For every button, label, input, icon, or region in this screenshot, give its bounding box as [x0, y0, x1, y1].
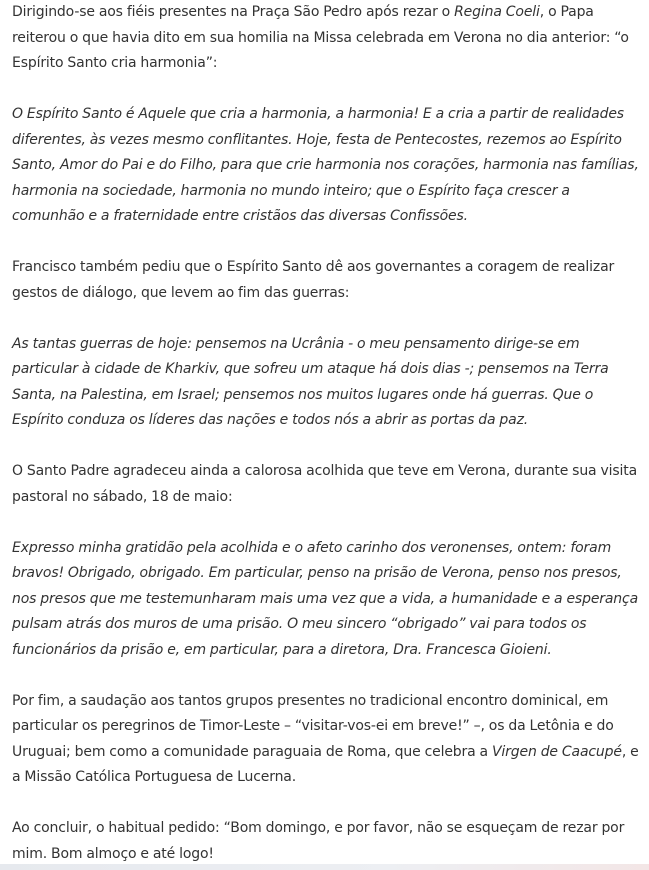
paragraph-gap	[12, 791, 644, 817]
paragraph-gap	[12, 230, 644, 256]
paragraph-gap	[12, 306, 644, 332]
article-body	[12, 0, 644, 867]
paragraph-gap	[12, 663, 644, 689]
quote-gratitude: Expresso minha gratidão pela acolhida e o afeto carinho dos veronenses, ontem: foram bravos! Obrigado, obrigado. Em particular, penso na prisão de Verona, penso nos presos, nos presos que me testemunharam mais uma vez que a vida, a humanidade e a esperança pulsam atrás dos muros de uma prisão. O meu sincero “obrigado” vai para todos os funcionários da prisão e, em particular, para a diretora, Dra. Francesca Gioieni.	[12, 539, 639, 658]
paragraph-dialogue: Francisco também pediu que o Espírito Santo dê aos governantes a coragem de realizar gestos de diálogo, que levem ao fim das guerras:	[12, 259, 615, 301]
paragraph-gap	[12, 434, 644, 460]
page-bottom-edge	[0, 864, 649, 870]
paragraph-intro: Dirigindo-se aos fiéis presentes na Praça São Pedro após rezar o Regina Coeli, o Papa reiterou o que havia dito em sua homilia na Missa celebrada em Verona no dia anterior: “o Espírito Santo cria harmonia”:	[12, 4, 629, 71]
caacupe-emphasis: Virgen de Caacupé	[492, 743, 622, 760]
quote-wars: As tantas guerras de hoje: pensemos na Ucrânia - o meu pensamento dirige-se em particular à cidade de Kharkiv, que sofreu um ataque há dois dias -; pensemos na Terra Santa, na Palestina, em Israel; pensemos nos muitos lugares onde há guerras. Que o Espírito conduza os líderes das nações e todos nós a abrir as portas da paz.	[12, 335, 609, 428]
paragraph-verona: O Santo Padre agradeceu ainda a calorosa acolhida que teve em Verona, durante sua visita pastoral no sábado, 18 de maio:	[12, 463, 637, 505]
paragraph-closing: Ao concluir, o habitual pedido: “Bom domingo, e por favor, não se esqueçam de rezar por mim. Bom almoço e até logo!	[12, 820, 625, 862]
paragraph-gap	[12, 77, 644, 103]
paragraph-gap	[12, 510, 644, 536]
quote-harmony: O Espírito Santo é Aquele que cria a harmonia, a harmonia! E a cria a partir de realidades diferentes, às vezes mesmo conflitantes. Hoje, festa de Pentecostes, rezemos ao Espírito Santo, Amor do Pai e do Filho, para que crie harmonia nos corações, harmonia nas famílias, harmonia na sociedade, harmonia no mundo inteiro; que o Espírito faça crescer a comunhão e a fraternidade entre cristãos das diversas Confissões.	[12, 106, 639, 224]
paragraph-greetings: Por fim, a saudação aos tantos grupos presentes no tradicional encontro dominical, em particular os peregrinos de Timor-Leste – “visitar-vos-ei em breve!” –, os da Letônia e do Uruguai; bem como a comunidade paraguaia de Roma, que celebra a Virgen de Caacupé, e a Missão Católica Portuguesa de Lucerna.	[12, 692, 639, 785]
regina-coeli-emphasis: Regina Coeli	[454, 4, 540, 20]
